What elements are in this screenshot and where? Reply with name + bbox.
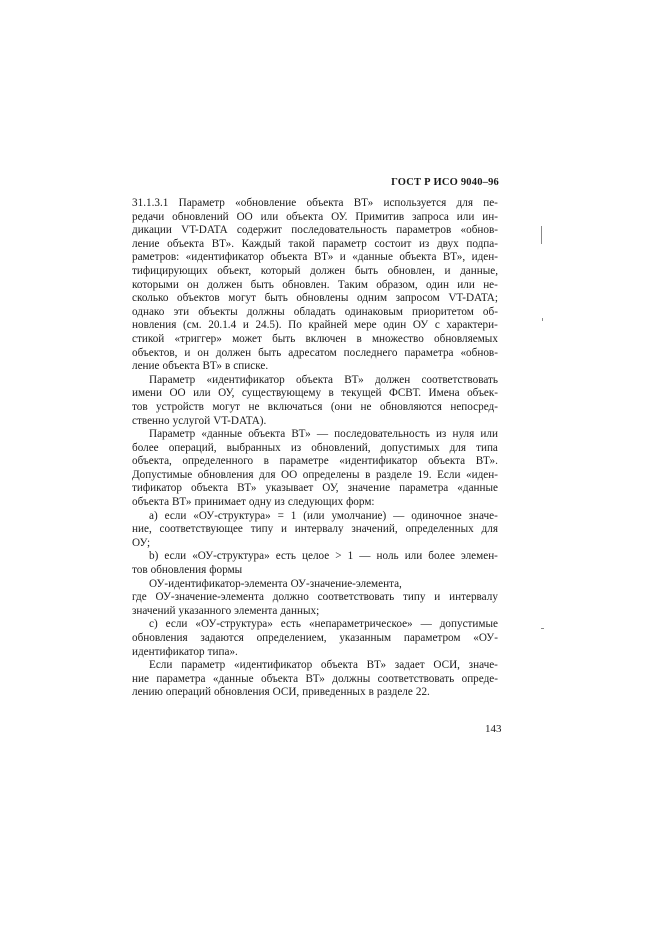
text-line: идентификатор типа».	[132, 645, 238, 658]
text-line: ление объекта ВТ» в списке.	[132, 360, 269, 373]
paragraph	[132, 659, 498, 700]
text-line: ственно услугой VT-DATA).	[132, 414, 267, 427]
text-line: более операций, выбранных из обновлений, допустимых для типа	[132, 441, 498, 454]
paragraph	[132, 578, 498, 592]
text-line: ние параметра «данные объекта ВТ» должны соответствовать опреде-	[132, 672, 498, 685]
text-line: Параметр «данные объекта ВТ» — последовательность из нуля или	[149, 428, 498, 441]
text-line: ОУ;	[132, 536, 151, 549]
paragraph	[132, 510, 498, 551]
text-line: ОУ-идентификатор-элемента ОУ-значение-элемента,	[149, 577, 402, 590]
text-line: редачи обновлений ОО или объекта ОУ. Примитив запроса или ин-	[132, 210, 498, 223]
text-line: стикой «триггер» может быть включен в множество обновляемых	[132, 332, 498, 345]
text-line: значений указанного элемента данных;	[132, 604, 320, 617]
text-line: имени ОО или ОУ, существующему в текущей ФСВТ. Имена объек-	[132, 387, 498, 400]
text-line: тов обновления формы	[132, 564, 243, 577]
text-line: однако эти объекты должны обладать одинаковым приоритетом об-	[132, 305, 498, 318]
text-line: которыми он должен быть обновлен. Таким образом, один или не-	[132, 278, 498, 291]
text-line: тифицирующих объект, который должен быть обновлен, и данные,	[132, 264, 498, 277]
body-text	[132, 197, 498, 700]
text-line: дикации VT-DATA содержит последовательность параметров «обнов-	[132, 224, 498, 237]
text-line: Если параметр «идентификатор объекта ВТ» задает ОСИ, значе-	[149, 659, 498, 672]
text-line: а) если «ОУ-структура» = 1 (или умолчание) — одиночное значе-	[149, 509, 498, 522]
paragraph	[132, 197, 498, 374]
text-line: обновления задаются определением, указанным параметром «ОУ-	[132, 632, 498, 644]
margin-mark	[541, 226, 542, 244]
text-line: где ОУ-значение-элемента должно соответствовать типу и интервалу	[132, 591, 498, 604]
text-line: b) если «ОУ-структура» есть целое > 1 — ноль или более элемен-	[149, 550, 498, 563]
text-line: объекта ВТ» принимает одну из следующих форм:	[132, 496, 375, 509]
text-line: раметров: «идентификатор объекта ВТ» и «данные объекта ВТ», иден-	[132, 251, 498, 264]
text-line: сколько объектов могут быть обновлены одним запросом VT-DATA;	[132, 292, 498, 305]
text-line: новления (см. 20.1.4 и 24.5). По крайней мере один ОУ с характери-	[132, 319, 498, 332]
text-line: 31.1.3.1 Параметр «обновление объекта ВТ» используется для пе-	[132, 197, 498, 209]
text-line: объектов, и он должен быть адресатом последнего параметра «обнов-	[132, 346, 498, 359]
margin-mark	[542, 318, 543, 321]
paragraph	[132, 550, 498, 577]
text-line: с) если «ОУ-структура» есть «непараметрическое» — допустимые	[149, 618, 498, 631]
text-line: Параметр «идентификатор объекта ВТ» должен соответствовать	[149, 373, 498, 386]
text-line: объекта, определенного в параметре «идентификатор объекта ВТ».	[132, 455, 498, 468]
text-line: тификатор объекта ВТ» указывает ОУ, значение параметра «данные	[132, 482, 498, 495]
text-line: ние, соответствующее типу и интервалу значений, определенных для	[132, 523, 498, 536]
page-number: 143	[485, 723, 502, 735]
text-line: лению операций обновления ОСИ, приведенных в разделе 22.	[132, 686, 430, 699]
text-line: Допустимые обновления для ОО определены в разделе 19. Если «иден-	[132, 468, 498, 481]
paragraph	[132, 428, 498, 510]
paragraph	[132, 618, 498, 659]
document-header: ГОСТ Р ИСО 9040–96	[391, 177, 499, 188]
text-line: тов устройств могут не включаться (они не обновляются непосред-	[132, 400, 498, 413]
margin-mark	[541, 628, 544, 629]
paragraph	[132, 591, 498, 618]
text-line: ление объекта ВТ». Каждый такой параметр состоит из двух подпа-	[132, 237, 498, 250]
paragraph	[132, 374, 498, 428]
